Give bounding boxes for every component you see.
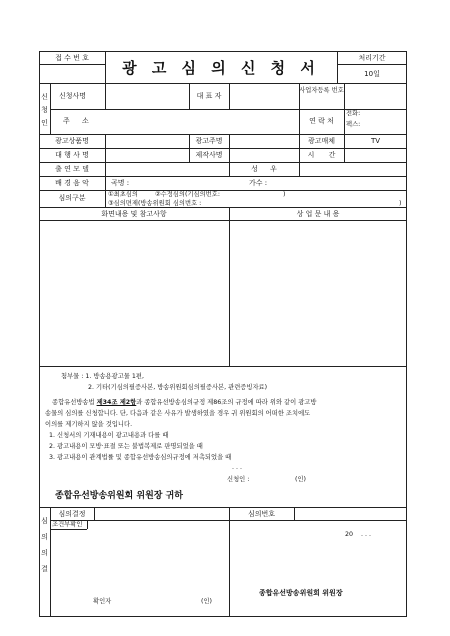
contact-label: 연 락 처 [309, 117, 334, 125]
processing-period-value: 10일 [364, 70, 380, 78]
review-opt1[interactable]: ①최초심의 [108, 191, 138, 198]
voice-label: 성 우 [251, 165, 277, 173]
statement-law: 종합유선방송법 [52, 399, 97, 406]
product-label: 광고상품명 [55, 137, 89, 145]
decision-result-label: 심의결정 [58, 510, 86, 518]
decision-number-label: 심의번호 [247, 510, 276, 518]
decision-side-label: 심 의 의 결 [41, 517, 48, 573]
screen-content-label: 화면내용 및 참고사항 [101, 210, 167, 218]
address-field[interactable] [106, 110, 298, 134]
screen-content-field[interactable] [40, 221, 228, 366]
processing-period-label: 처리기간 [358, 54, 386, 62]
phone-label: 전화: [346, 110, 361, 117]
statement-article: 제34조 제2항 [96, 399, 137, 406]
statement-line1 [52, 399, 316, 407]
review-opt3-close: ) [399, 200, 402, 207]
decision-number-field[interactable] [295, 508, 406, 519]
applicant-sign-label: 신청인 : [227, 476, 250, 483]
statement-date[interactable]: · · · [232, 466, 243, 473]
model-field[interactable] [106, 163, 228, 175]
owner-label: 광고주명 [195, 137, 223, 145]
product-field[interactable] [106, 135, 188, 147]
biz-reg-label: 사업자등록 번호 [299, 87, 344, 94]
statement-item3: 3. 광고내용이 관계법률 및 종합유선방송심의규정에 저촉되었을 때 [49, 454, 232, 461]
receipt-no-label: 접 수 번 호 [55, 54, 89, 62]
decision-result-field[interactable] [95, 508, 228, 519]
addressee: 종합유선방송위원회 위원장 귀하 [55, 491, 183, 501]
media-label: 광고매체 [307, 137, 336, 145]
decision-date[interactable]: . . . [361, 531, 372, 538]
review-type-label: 심의구분 [58, 194, 86, 202]
address-label: 주 소 [63, 117, 89, 125]
ceo-label: 대 표 자 [196, 92, 222, 100]
model-label: 출 연 모 델 [55, 165, 89, 173]
applicant-seal: (인) [295, 476, 306, 483]
decision-date-prefix: 20 [345, 531, 354, 538]
fax-label: 팩스: [346, 121, 361, 128]
time-field[interactable] [345, 149, 406, 161]
singer-label: 가수 : [249, 179, 268, 187]
applicant-name-label: 신청사명 [59, 92, 87, 100]
applicant-side-label: 신 청 인 [41, 93, 48, 127]
review-opt3[interactable]: ③심의면제(방송위원회 심의번호 : [108, 200, 202, 207]
ceo-field[interactable] [230, 84, 298, 108]
confirmer-label: 확인자 [93, 598, 112, 605]
statement-rest: 과 종합유선방송심의규정 제86조의 규정에 따라 위와 같이 광고방 [136, 399, 317, 406]
bgm-label: 배 경 음 악 [55, 179, 89, 187]
review-opt2[interactable]: ②수정심의(기심의번호: [155, 191, 220, 198]
agency-label: 대 행 사 명 [55, 151, 89, 159]
producer-field[interactable] [230, 149, 298, 161]
producer-label: 제작사명 [195, 151, 223, 159]
decision-chair: 종합유선방송위원회 위원장 [259, 589, 343, 597]
review-opt2-close: ) [283, 191, 286, 198]
statement-line2: 송물의 심의를 신청합니다. 단, 다음과 같은 사유가 발생하였을 경우 귀 위원회의 어떠한 조치에도 [45, 410, 311, 417]
agency-field[interactable] [106, 149, 188, 161]
statement-line3: 이의를 제기하지 않을 것입니다. [45, 421, 133, 428]
song-title-label: 곡명 : [111, 179, 130, 187]
applicant-name-field[interactable] [106, 84, 188, 108]
condition-label: 조건부확인 [52, 521, 83, 528]
voice-field[interactable] [300, 163, 406, 175]
confirmer-seal: (인) [201, 598, 212, 605]
media-value[interactable]: TV [370, 137, 381, 145]
confirmer-field[interactable] [117, 596, 197, 606]
attachment-line1: 첨부물 : 1. 방송용광고물 1편, [61, 373, 144, 380]
time-label: 시 간 [307, 151, 336, 159]
copy-content-field[interactable] [230, 221, 406, 366]
attachment-line2: 2. 기타(기심의필증사본, 방송위원회심의필증사본, 관련증빙자료) [88, 384, 268, 391]
biz-reg-field[interactable] [345, 84, 406, 108]
applicant-sign-field[interactable] [253, 474, 291, 484]
owner-field[interactable] [230, 135, 298, 147]
application-form [39, 51, 407, 617]
statement-item2: 2. 광고내용이 모방·표절 또는 불법복제로 판명되었을 때 [49, 443, 203, 450]
copy-content-label: 상 업 문 내 용 [296, 210, 340, 218]
singer-field[interactable] [271, 177, 401, 189]
song-title-field[interactable] [134, 177, 244, 189]
form-title: 광 고 심 의 신 청 서 [122, 59, 320, 77]
statement-item1: 1. 신청서의 기재내용이 광고내용과 다를 때 [49, 432, 169, 439]
